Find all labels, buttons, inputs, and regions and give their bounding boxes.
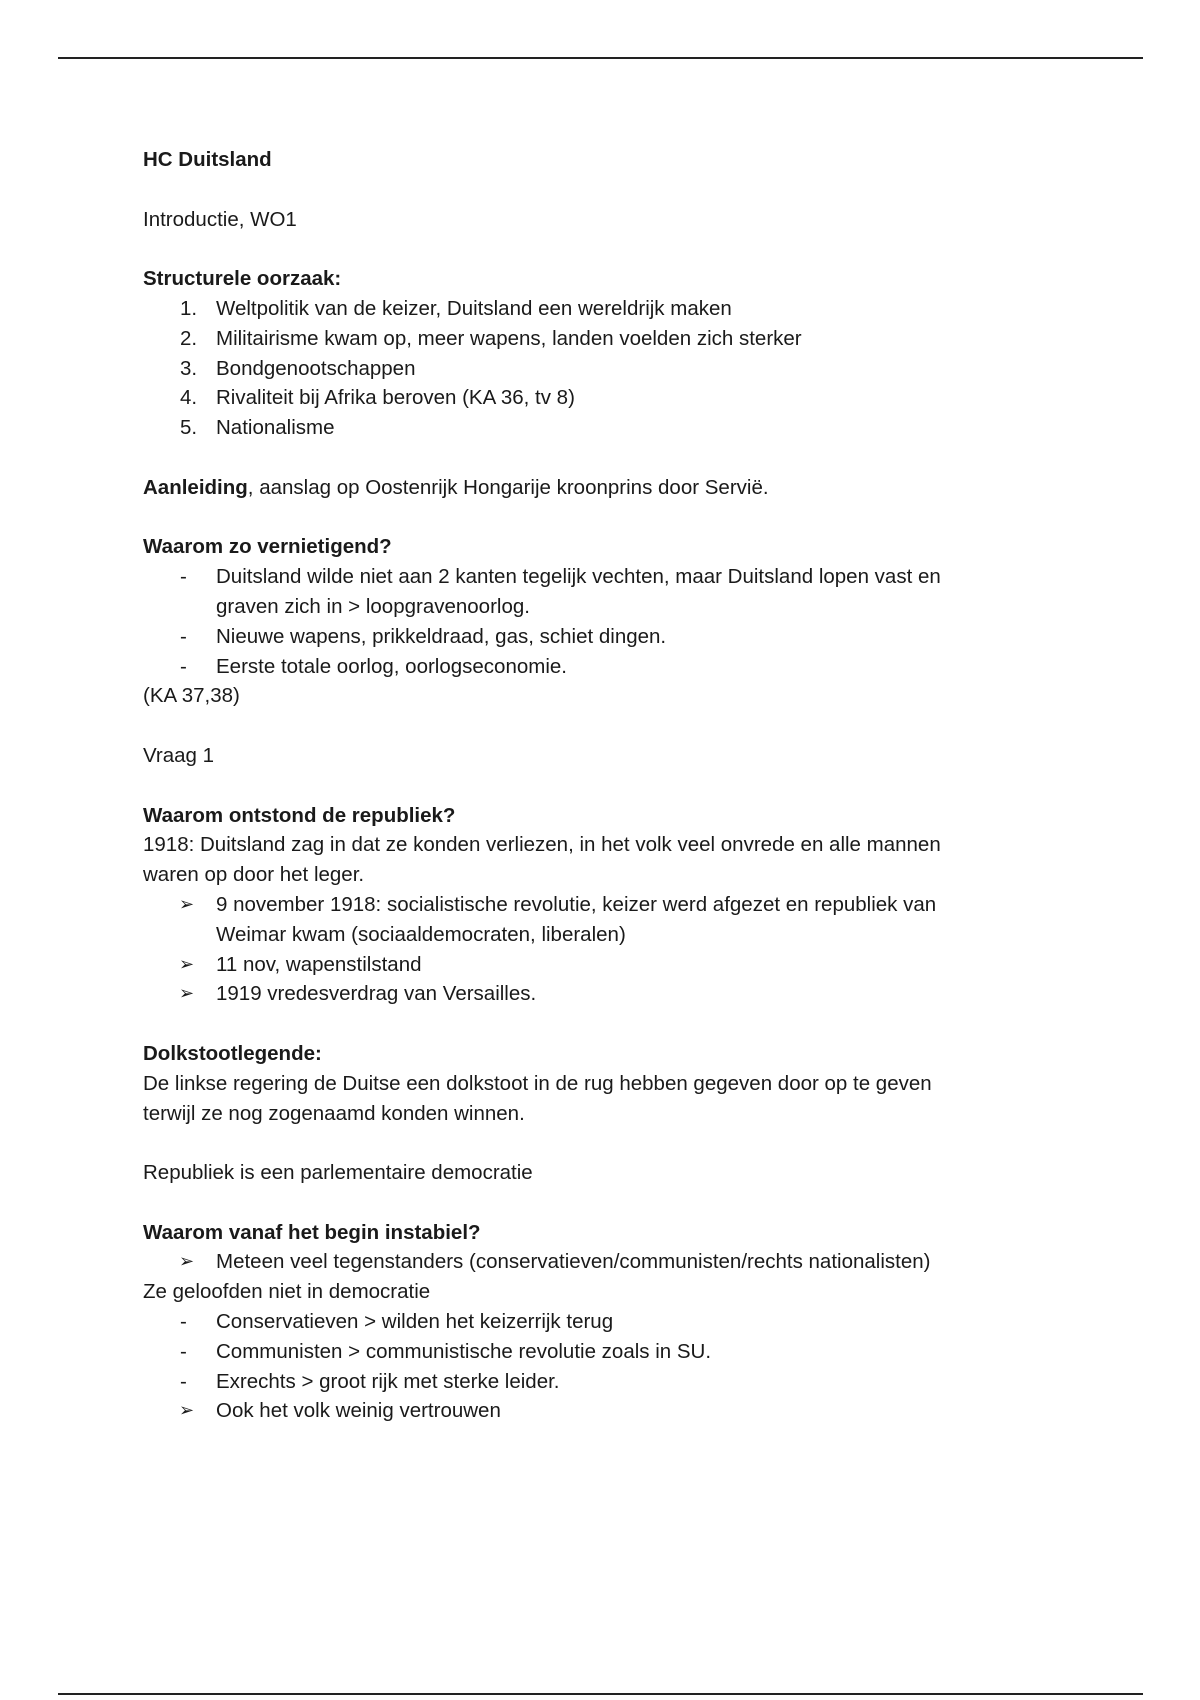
list-item	[143, 652, 1043, 682]
republiek-heading: Waarom ontstond de republiek?	[143, 803, 456, 827]
footer-rule	[58, 1693, 1143, 1695]
arrow-bullet-icon: ➢	[179, 983, 195, 1004]
list-item	[143, 622, 1043, 652]
aanleiding-text: , aanslag op Oostenrijk Hongarije kroonprins door Servië.	[247, 475, 769, 499]
list-item	[143, 1247, 1043, 1277]
vernietigend-heading: Waarom zo vernietigend?	[143, 535, 392, 559]
aanleiding-paragraph	[143, 473, 1043, 503]
list-item	[143, 1396, 1043, 1426]
list-item-text: 11 nov, wapenstilstand	[216, 952, 422, 976]
dash-marker: -	[180, 1310, 187, 1334]
vernietigend-list	[143, 562, 1043, 681]
arrow-bullet-icon: ➢	[179, 1400, 195, 1421]
republiek-list	[143, 890, 1043, 1009]
list-item-text: Exrechts > groot rijk met sterke leider.	[216, 1369, 560, 1393]
list-item	[143, 890, 1043, 950]
list-item	[143, 950, 1043, 980]
arrow-bullet-icon: ➢	[179, 953, 195, 974]
arrow-bullet-icon: ➢	[179, 893, 195, 914]
list-item	[143, 324, 1043, 354]
header-rule	[58, 57, 1143, 59]
list-item-text: Weltpolitik van de keizer, Duitsland een wereldrijk maken	[216, 296, 732, 320]
list-number: 3.	[180, 356, 198, 380]
list-number: 2.	[180, 326, 198, 350]
list-item-text: Duitsland wilde niet aan 2 kanten tegelijk vechten, maar Duitsland lopen vast en	[216, 565, 941, 589]
list-item	[143, 979, 1043, 1009]
dash-marker: -	[180, 654, 187, 678]
list-item-text: Meteen veel tegenstanders (conservatieven/communisten/rechts nationalisten)	[216, 1250, 931, 1274]
dash-marker: -	[180, 1339, 187, 1363]
list-item	[143, 413, 1043, 443]
list-item-text: Communisten > communistische revolutie zoals in SU.	[216, 1339, 712, 1363]
republiek-intro-line: waren op door het leger.	[143, 863, 365, 887]
instabiel-list	[143, 1307, 1043, 1396]
instabiel-plain: Ze geloofden niet in democratie	[143, 1280, 431, 1304]
dash-marker: -	[180, 565, 187, 589]
republiek-intro	[143, 830, 1043, 890]
vraag-label: Vraag 1	[143, 743, 215, 767]
parlementair-text: Republiek is een parlementaire democratie	[143, 1161, 533, 1185]
list-item-text: Nationalisme	[216, 416, 335, 440]
list-item	[143, 1307, 1043, 1337]
list-item-text: Ook het volk weinig vertrouwen	[216, 1399, 501, 1423]
list-item-text: Nieuwe wapens, prikkeldraad, gas, schiet dingen.	[216, 624, 667, 648]
structurele-list	[143, 294, 1043, 443]
list-item-text-cont: Weimar kwam (sociaaldemocraten, liberalen)	[216, 922, 626, 946]
list-item-text: 9 november 1918: socialistische revolutie, keizer werd afgezet en republiek van	[216, 892, 937, 916]
republiek-intro-line: 1918: Duitsland zag in dat ze konden verliezen, in het volk veel onvrede en alle mannen	[143, 833, 941, 857]
list-item	[143, 1367, 1043, 1397]
dolkstoot-line: terwijl ze nog zogenaamd konden winnen.	[143, 1101, 525, 1125]
structurele-heading: Structurele oorzaak:	[143, 267, 342, 291]
dolkstoot-text	[143, 1069, 1043, 1129]
list-item	[143, 1337, 1043, 1367]
dolkstoot-heading: Dolkstootlegende:	[143, 1041, 322, 1065]
list-number: 5.	[180, 416, 198, 440]
aanleiding-label: Aanleiding	[143, 475, 248, 499]
arrow-bullet-icon: ➢	[179, 1251, 195, 1272]
list-item-text: Bondgenootschappen	[216, 356, 416, 380]
list-item	[143, 354, 1043, 384]
dash-marker: -	[180, 624, 187, 648]
list-item	[143, 383, 1043, 413]
list-item-text: Eerste totale oorlog, oorlogseconomie.	[216, 654, 567, 678]
list-item-text: Rivaliteit bij Afrika beroven (KA 36, tv 8)	[216, 386, 575, 410]
doc-subtitle: Introductie, WO1	[143, 207, 297, 231]
instabiel-heading: Waarom vanaf het begin instabiel?	[143, 1220, 481, 1244]
doc-title: HC Duitsland	[143, 148, 272, 171]
document-body	[143, 145, 1043, 1426]
dash-marker: -	[180, 1369, 187, 1393]
list-item-text: 1919 vredesverdrag van Versailles.	[216, 982, 537, 1006]
list-item	[143, 562, 1043, 622]
dolkstoot-line: De linkse regering de Duitse een dolkstoot in de rug hebben gegeven door op te geven	[143, 1071, 932, 1095]
list-number: 4.	[180, 386, 198, 410]
list-number: 1.	[180, 296, 198, 320]
list-item	[143, 294, 1043, 324]
list-item-text: Conservatieven > wilden het keizerrijk terug	[216, 1310, 614, 1334]
list-item-text-cont: graven zich in > loopgravenoorlog.	[216, 594, 530, 618]
list-item-text: Militairisme kwam op, meer wapens, landen voelden zich sterker	[216, 326, 802, 350]
vernietigend-ref: (KA 37,38)	[143, 684, 240, 708]
